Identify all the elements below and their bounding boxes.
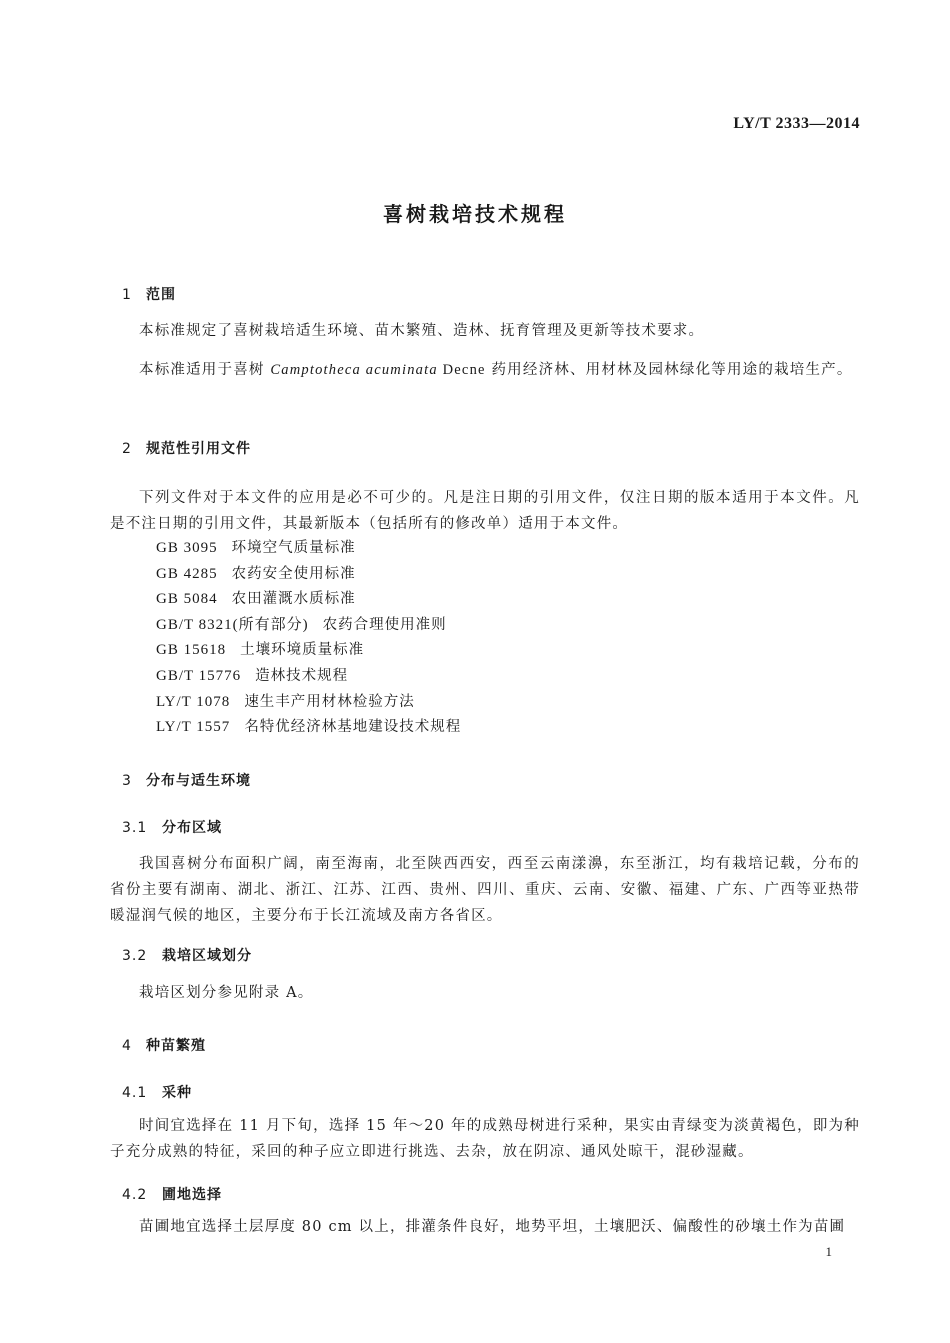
section-3-2-paragraph: 栽培区划分参见附录 A。 (139, 985, 314, 1001)
section-3-heading (122, 770, 251, 790)
section-title: 分布与适生环境 (146, 773, 251, 789)
section-title: 栽培区域划分 (162, 948, 252, 964)
section-number: 4.1 (122, 1085, 148, 1101)
section-2-paragraph: 下列文件对于本文件的应用是必不可少的。凡是注日期的引用文件，仅注日期的版本适用于本文件。凡是不注日期的引用文件，其最新版本（包括所有的修改单）适用于本文件。 (110, 490, 860, 532)
section-3-1-heading (122, 817, 222, 837)
section-number: 3.1 (122, 820, 148, 836)
section-1-paragraph-2: 本标准适用于喜树 Camptotheca acuminata Decne 药用经济林、用材林及园林绿化等用途的栽培生产。 (139, 362, 853, 378)
section-title: 分布区域 (162, 820, 222, 836)
section-4-2-paragraph: 苗圃地宜选择土层厚度 80 cm 以上，排灌条件良好，地势平坦，土壤肥沃、偏酸性的砂壤土作为苗圃 (139, 1219, 846, 1235)
section-number: 2 (122, 441, 132, 457)
reference-item (156, 536, 461, 562)
reference-item (156, 664, 461, 690)
reference-list (156, 536, 461, 741)
section-number: 1 (122, 287, 132, 303)
section-number: 4.2 (122, 1187, 148, 1203)
section-number: 3 (122, 773, 132, 789)
reference-code: LY/T 1557 (156, 719, 231, 736)
reference-name: 农田灌溉水质标准 (231, 591, 356, 608)
reference-code: GB 4285 (156, 565, 218, 582)
section-3-2-heading (122, 945, 252, 965)
section-number: 4 (122, 1038, 132, 1054)
section-1-heading (122, 284, 176, 304)
section-title: 圃地选择 (162, 1187, 222, 1203)
reference-code: GB 5084 (156, 591, 218, 608)
reference-name: 土壤环境质量标准 (240, 642, 365, 659)
reference-name: 农药合理使用准则 (322, 616, 447, 633)
reference-name: 造林技术规程 (255, 667, 349, 684)
section-number: 3.2 (122, 948, 148, 964)
reference-item (156, 613, 461, 639)
reference-item (156, 638, 461, 664)
reference-code: GB/T 8321(所有部分) (156, 616, 309, 633)
section-title: 范围 (146, 287, 176, 303)
reference-code: GB/T 15776 (156, 667, 242, 684)
section-1-paragraph-1: 本标准规定了喜树栽培适生环境、苗木繁殖、造林、抚育管理及更新等技术要求。 (139, 323, 705, 339)
reference-item (156, 715, 461, 741)
section-title: 规范性引用文件 (146, 441, 251, 457)
latin-species-name: Camptotheca acuminata (270, 362, 438, 378)
section-4-heading (122, 1035, 206, 1055)
reference-item (156, 690, 461, 716)
section-title: 种苗繁殖 (146, 1038, 206, 1054)
section-4-1-heading (122, 1082, 192, 1102)
section-4-1-paragraph: 时间宜选择在 11 月下旬，选择 15 年～20 年的成熟母树进行采种，果实由青绿变为淡黄褐色，即为种子充分成熟的特征，采回的种子应立即进行挑选、去杂，放在阴凉、通风处晾干，混砂湿藏。 (110, 1118, 860, 1160)
document-title: 喜树栽培技术规程 (383, 202, 567, 226)
reference-item (156, 587, 461, 613)
section-3-1-paragraph: 我国喜树分布面积广阔，南至海南，北至陕西西安，西至云南漾濞，东至浙江，均有栽培记载，分布的省份主要有湖南、湖北、浙江、江苏、江西、贵州、四川、重庆、云南、安徽、福建、广东、广西等亚热带暖湿润气候的地区，主要分布于长江流域及南方各省区。 (110, 856, 860, 924)
page-number: 1 (825, 1244, 832, 1259)
reference-name: 农药安全使用标准 (231, 565, 356, 582)
reference-code: LY/T 1078 (156, 693, 231, 710)
reference-name: 环境空气质量标准 (231, 540, 356, 556)
section-4-2-heading (122, 1184, 222, 1204)
species-author: Decne (437, 362, 486, 378)
reference-code: GB 3095 (156, 540, 218, 556)
reference-name: 名特优经济林基地建设技术规程 (244, 719, 462, 736)
reference-item (156, 562, 461, 588)
reference-name: 速生丰产用材林检验方法 (244, 693, 415, 710)
section-2-heading (122, 438, 251, 458)
section-title: 采种 (162, 1085, 192, 1101)
reference-code: GB 15618 (156, 642, 227, 659)
standard-code: LY/T 2333—2014 (733, 115, 860, 132)
